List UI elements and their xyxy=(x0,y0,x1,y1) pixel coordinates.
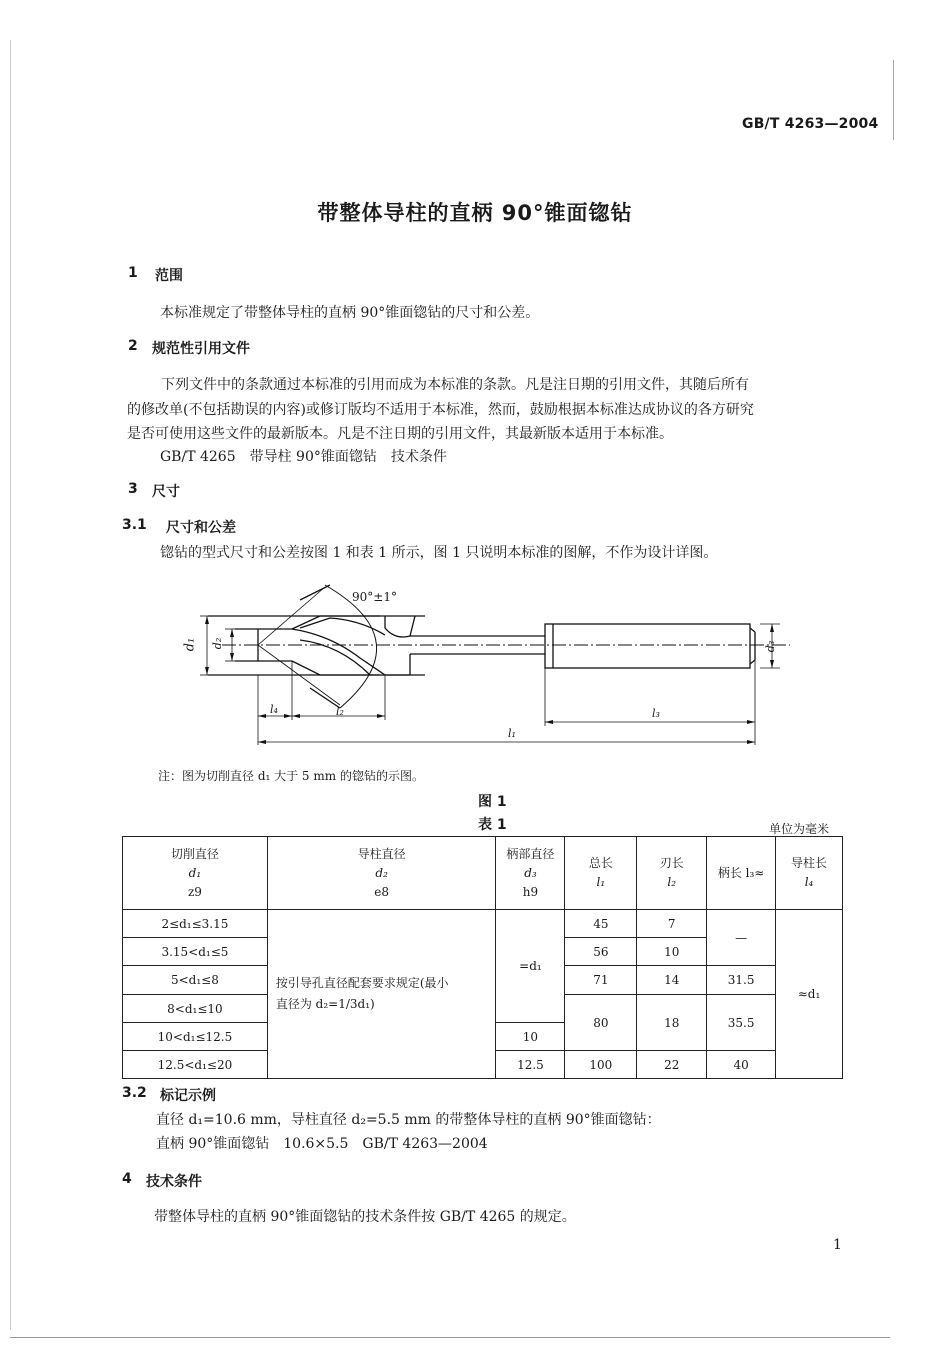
page-title: 带整体导柱的直柄 90°锥面锪钻 xyxy=(317,201,633,225)
d2-label: d₂ xyxy=(211,637,225,650)
cell-l3: 40 xyxy=(707,1051,776,1079)
cell-l1: 80 xyxy=(565,995,637,1051)
cell-l3-dash: — xyxy=(707,910,776,966)
section-4-text: 带整体导柱的直柄 90°锥面锪钻的技术条件按 GB/T 4265 的规定。 xyxy=(154,1209,576,1225)
cell-d1: 2≤d₁≤3.15 xyxy=(123,910,268,938)
l1-label: l₁ xyxy=(508,727,516,740)
cell-d1: 12.5<d₁≤20 xyxy=(123,1051,268,1079)
scan-edge-left xyxy=(10,40,11,1330)
cell-d1: 8<d₁≤10 xyxy=(123,995,268,1023)
subsection-3-2-number: 3.2 xyxy=(122,1085,147,1101)
scan-edge-right xyxy=(893,60,894,140)
page-number: 1 xyxy=(833,1237,842,1253)
header-shank-length: 柄长 l₃≈ xyxy=(707,837,776,910)
section-1-heading: 范围 xyxy=(155,268,183,284)
subsection-3-2-heading: 标记示例 xyxy=(160,1088,216,1104)
header-pilot-length: 导柱长 l₄ xyxy=(776,837,843,910)
section-4-heading: 技术条件 xyxy=(146,1174,202,1190)
cell-l3: 31.5 xyxy=(707,966,776,995)
section-2-line2: 的修改单(不包括勘误的内容)或修订版均不适用于本标准，然而，鼓励根据本标准达成协议的各方研究 xyxy=(127,402,754,418)
cell-d3-merged: =d₁ xyxy=(496,910,565,1023)
header-total-length: 总长 l₁ xyxy=(565,837,637,910)
section-3-heading: 尺寸 xyxy=(152,484,180,500)
figure-note: 注：图为切削直径 d₁ 大于 5 mm 的锪钻的示图。 xyxy=(158,769,424,783)
l2-label: l₂ xyxy=(336,705,344,718)
cell-l1: 71 xyxy=(565,966,637,995)
cell-l2: 10 xyxy=(637,938,707,966)
cell-l1: 56 xyxy=(565,938,637,966)
section-2-reference: GB/T 4265 带导柱 90°锥面锪钻 技术条件 xyxy=(160,449,447,465)
d3-label: d₃ xyxy=(764,640,778,653)
header-pilot-diameter: 导柱直径 d₂ e8 xyxy=(267,837,496,910)
header-cutting-length: 刃长 l₂ xyxy=(637,837,707,910)
cell-d1: 5<d₁≤8 xyxy=(123,966,268,995)
section-1-text: 本标准规定了带整体导柱的直柄 90°锥面锪钻的尺寸和公差。 xyxy=(160,305,540,321)
cell-l2: 22 xyxy=(637,1051,707,1079)
scan-edge-bottom xyxy=(10,1337,890,1338)
cell-d1: 3.15<d₁≤5 xyxy=(123,938,268,966)
cell-l1: 100 xyxy=(565,1051,637,1079)
angle-label: 90°±1° xyxy=(352,590,397,604)
table-unit: 单位为毫米 xyxy=(769,822,830,836)
cell-l1: 45 xyxy=(565,910,637,938)
section-1-number: 1 xyxy=(128,265,138,281)
cell-l2: 7 xyxy=(637,910,707,938)
l4-label: l₄ xyxy=(270,703,278,716)
subsection-3-2-line1: 直径 d₁=10.6 mm，导柱直径 d₂=5.5 mm 的带整体导柱的直柄 90°锥面锪钻： xyxy=(156,1112,661,1128)
subsection-3-1-number: 3.1 xyxy=(122,517,147,533)
section-2-line1: 下列文件中的条款通过本标准的引用而成为本标准的条款。凡是注日期的引用文件，其随后所有 xyxy=(161,377,749,393)
section-3-number: 3 xyxy=(128,481,138,497)
cell-d3: 10 xyxy=(496,1023,565,1051)
d1-label: d₁ xyxy=(182,637,198,652)
section-2-number: 2 xyxy=(128,338,138,354)
l3-label: l₃ xyxy=(652,707,660,720)
standard-code: GB/T 4263—2004 xyxy=(742,116,879,132)
cell-d1: 10<d₁≤12.5 xyxy=(123,1023,268,1051)
cell-l2: 18 xyxy=(637,995,707,1051)
cell-l4-merged: ≈d₁ xyxy=(776,910,843,1079)
table-row xyxy=(123,910,843,938)
subsection-3-2-line2: 直柄 90°锥面锪钻 10.6×5.5 GB/T 4263—2004 xyxy=(156,1136,488,1152)
cell-l2: 14 xyxy=(637,966,707,995)
section-2-line3: 是否可使用这些文件的最新版本。凡是不注日期的引用文件，其最新版本适用于本标准。 xyxy=(127,426,673,442)
table-caption: 表 1 xyxy=(478,817,507,833)
header-cutting-diameter: 切削直径 d₁ z9 xyxy=(123,837,268,910)
cell-l3: 35.5 xyxy=(707,995,776,1051)
subsection-3-1-text: 锪钻的型式尺寸和公差按图 1 和表 1 所示，图 1 只说明本标准的图解，不作为设计详图。 xyxy=(160,545,718,561)
cell-d3: 12.5 xyxy=(496,1051,565,1079)
subsection-3-1-heading: 尺寸和公差 xyxy=(166,520,236,536)
cell-d2-merged: 按引导孔直径配套要求规定(最小 直径为 d₂=1/3d₁) xyxy=(267,910,496,1079)
figure-caption: 图 1 xyxy=(478,794,507,810)
section-4-number: 4 xyxy=(122,1171,132,1187)
dimension-table xyxy=(122,836,843,1079)
section-2-heading: 规范性引用文件 xyxy=(152,341,250,357)
drill-drawing xyxy=(180,575,800,755)
header-shank-diameter: 柄部直径 d₃ h9 xyxy=(496,837,565,910)
table-header-row xyxy=(123,837,843,910)
